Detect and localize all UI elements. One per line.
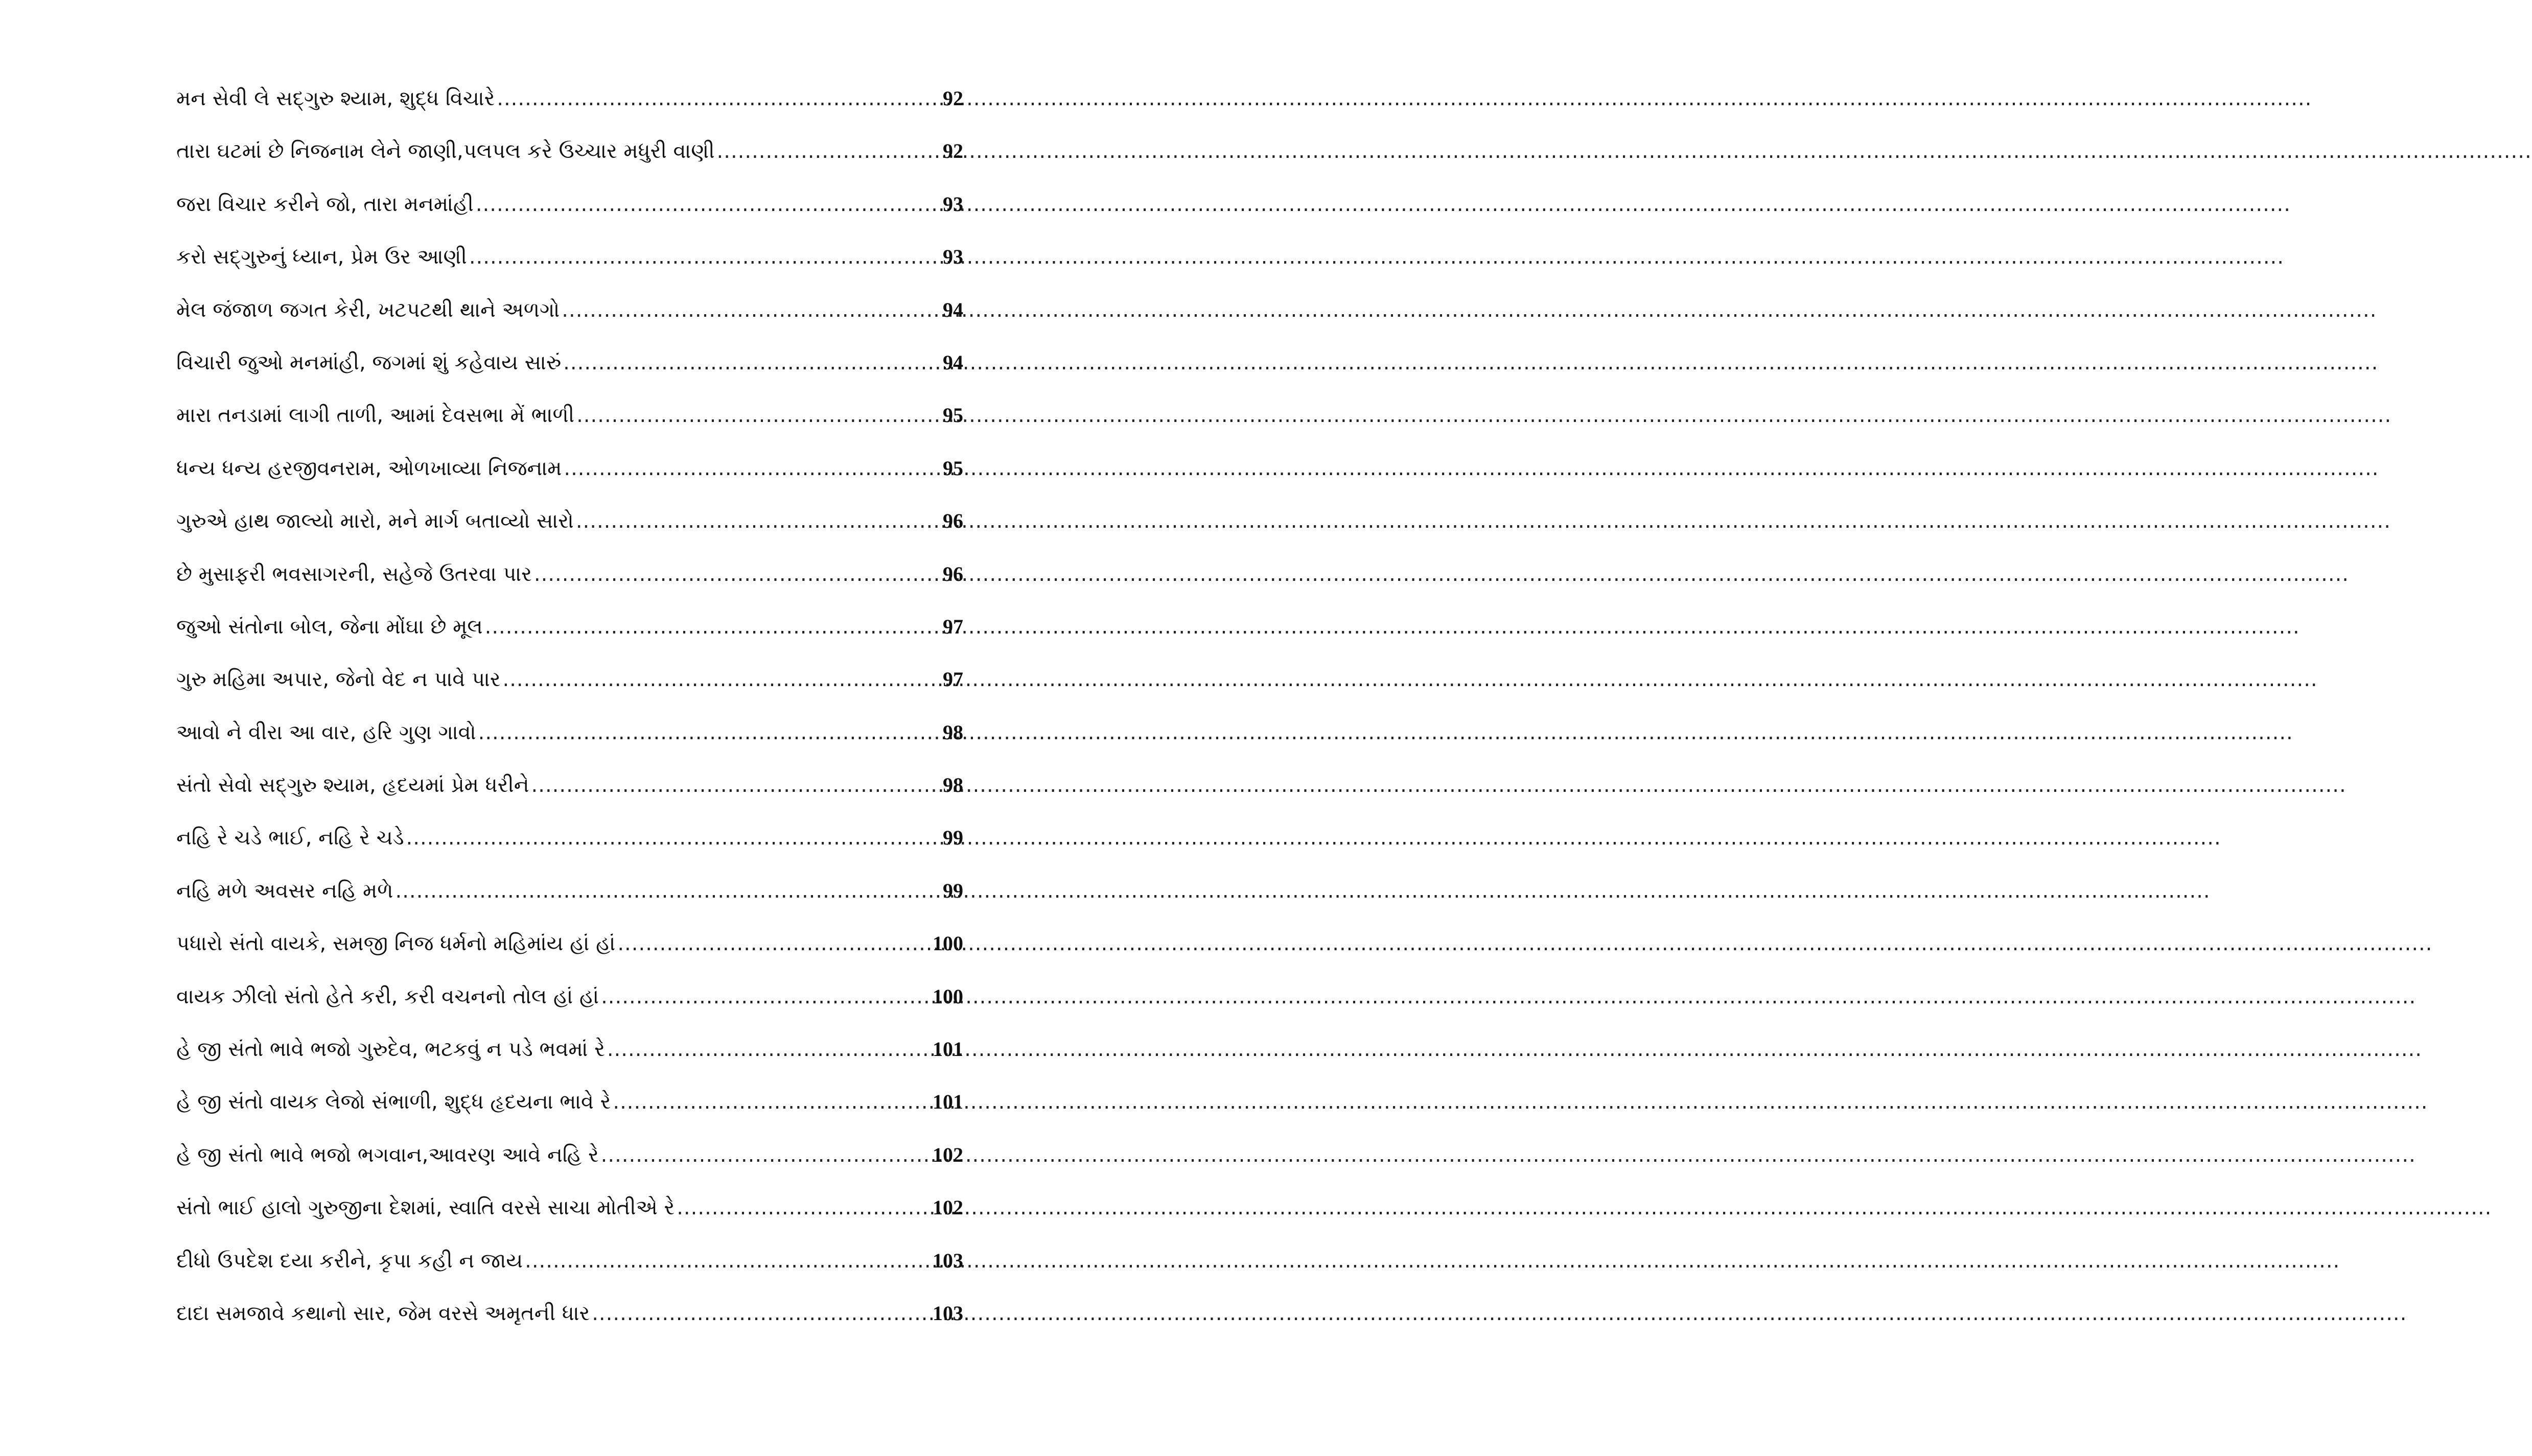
toc-dot-leader xyxy=(601,982,931,1011)
toc-entry-title: હે જી સંતો ભાવે ભજો ગુરુદેવ, ભટકવું ન પડે ભવમાં રે xyxy=(176,1038,605,1062)
toc-entry xyxy=(176,929,963,982)
toc-entry-title: ધન્ય ધન્ય હરજીવનરામ, ઓળખાવ્યા નિજનામ xyxy=(176,456,562,480)
toc-entry-page-number: 96 xyxy=(943,509,963,533)
toc-entry-title: કરો સદ્‌ગુરુનું ધ્યાન, પ્રેમ ઉર આણી xyxy=(176,245,467,269)
toc-dot-leader xyxy=(607,1035,931,1064)
toc-dot-leader xyxy=(601,1141,931,1169)
toc-dot-leader xyxy=(525,1247,931,1275)
toc-entry-page-number: 95 xyxy=(943,456,963,480)
toc-dot-leader xyxy=(576,401,941,430)
toc-entry-title: મન સેવી લે સદ્‌ગુરુ શ્યામ, શુદ્ધ વિચારે xyxy=(176,87,495,110)
toc-entry-page-number: 99 xyxy=(943,879,963,902)
toc-entry-page-number: 99 xyxy=(943,826,963,850)
toc-entry xyxy=(176,507,963,559)
toc-entry-title: જરા વિચાર કરીને જો, તારા મનમાંહી xyxy=(176,192,474,216)
toc-entry xyxy=(176,190,963,243)
toc-entry xyxy=(176,1299,963,1352)
toc-entry-title: પધારો સંતો વાયકે, સમજી નિજ ધર્મનો મહિમાંય હાં હાં xyxy=(176,932,616,956)
toc-entry-page-number: 94 xyxy=(943,298,963,321)
toc-entry-title: સંતો ભાઈ હાલો ગુરુજીના દેશમાં, સ્વાતિ વરસે સાચા મોતીએ રે xyxy=(176,1196,675,1220)
toc-entry xyxy=(176,401,963,454)
table-of-contents xyxy=(176,84,963,1352)
toc-dot-leader xyxy=(396,877,941,905)
toc-dot-leader xyxy=(592,1299,931,1328)
toc-dot-leader xyxy=(502,665,941,694)
toc-entry-page-number: 97 xyxy=(943,668,963,691)
toc-entry-page-number: 96 xyxy=(943,562,963,585)
toc-entry xyxy=(176,1035,963,1088)
toc-entry-page-number: 102 xyxy=(933,1143,963,1166)
toc-entry-page-number: 98 xyxy=(943,720,963,744)
toc-entry-title: વિચારી જુઓ મનમાંહી, જગમાં શું કહેવાય સારું xyxy=(176,350,562,374)
toc-entry-title: મેલ જંજાળ જગત કેરી, ખટપટથી થાને અળગો xyxy=(176,298,560,322)
toc-entry xyxy=(176,1247,963,1299)
toc-entry-title: તારા ઘટમાં છે નિજનામ લેને જાણી,પલપલ કરે ઉચ્ચાર મધુરી વાણી xyxy=(176,139,715,163)
toc-entry-page-number: 98 xyxy=(943,773,963,797)
toc-entry xyxy=(176,348,963,401)
toc-dot-leader xyxy=(677,1193,931,1222)
toc-entry-title: વાયક ઝીલો સંતો હેતે કરી, કરી વચનનો તોલ હાં હાં xyxy=(176,984,599,1008)
toc-entry-page-number: 100 xyxy=(933,984,963,1008)
toc-entry-page-number: 101 xyxy=(933,1038,963,1061)
toc-entry xyxy=(176,1088,963,1140)
toc-entry xyxy=(176,137,963,190)
toc-entry-page-number: 92 xyxy=(943,139,963,163)
toc-entry-title: દીધો ઉપદેશ દયા કરીને, કૃપા કહી ન જાય xyxy=(176,1249,523,1273)
toc-dot-leader xyxy=(563,348,941,377)
toc-entry xyxy=(176,454,963,507)
toc-dot-leader xyxy=(478,718,941,747)
toc-dot-leader xyxy=(717,137,941,166)
toc-entry xyxy=(176,613,963,665)
toc-entry-page-number: 103 xyxy=(933,1301,963,1325)
toc-dot-leader xyxy=(576,507,941,535)
toc-entry xyxy=(176,718,963,771)
toc-entry-title: નહિ રે ચડે ભાઈ, નહિ રે ચડે xyxy=(176,826,404,850)
toc-entry-title: નહિ મળે અવસર નહિ મળે xyxy=(176,879,393,903)
toc-entry-page-number: 93 xyxy=(943,192,963,216)
toc-entry xyxy=(176,877,963,929)
toc-entry-title: સંતો સેવો સદ્‌ગુરુ શ્યામ, હૃદયમાં પ્રેમ ધરીને xyxy=(176,773,529,797)
toc-dot-leader xyxy=(497,84,941,113)
toc-dot-leader xyxy=(485,613,941,641)
toc-dot-leader xyxy=(476,190,941,219)
toc-entry-title: હે જી સંતો વાયક લેજો સંભાળી, શુદ્ધ હૃદયના ભાવે રે xyxy=(176,1090,611,1114)
toc-entry xyxy=(176,771,963,824)
toc-entry-title: દાદા સમજાવે કથાનો સાર, જેમ વરસે અમૃતની ધાર xyxy=(176,1301,590,1325)
toc-entry-page-number: 102 xyxy=(933,1196,963,1219)
toc-entry-page-number: 100 xyxy=(933,932,963,955)
document-page xyxy=(0,0,1035,1456)
toc-entry-title: આવો ને વીરા આ વાર, હરિ ગુણ ગાવો xyxy=(176,720,476,744)
toc-entry xyxy=(176,243,963,295)
toc-dot-leader xyxy=(531,771,941,800)
toc-entry xyxy=(176,1141,963,1193)
toc-dot-leader xyxy=(406,824,941,852)
toc-entry-page-number: 103 xyxy=(933,1249,963,1272)
toc-entry xyxy=(176,665,963,718)
toc-dot-leader xyxy=(469,243,941,271)
toc-entry-page-number: 97 xyxy=(943,615,963,638)
toc-entry xyxy=(176,560,963,613)
toc-entry xyxy=(176,824,963,876)
toc-dot-leader xyxy=(562,296,941,324)
toc-dot-leader xyxy=(534,560,941,589)
toc-entry xyxy=(176,982,963,1035)
toc-dot-leader xyxy=(613,1088,931,1116)
toc-entry-title: જુઓ સંતોના બોલ, જેના મોંઘા છે મૂલ xyxy=(176,615,483,639)
toc-entry-title: છે મુસાફરી ભવસાગરની, સહેજે ઉતરવા પાર xyxy=(176,562,532,586)
toc-entry-page-number: 101 xyxy=(933,1090,963,1114)
toc-entry xyxy=(176,84,963,137)
toc-dot-leader xyxy=(617,929,931,958)
toc-entry-page-number: 94 xyxy=(943,350,963,374)
toc-entry-page-number: 93 xyxy=(943,245,963,269)
toc-entry xyxy=(176,1193,963,1246)
toc-entry xyxy=(176,296,963,348)
toc-entry-title: ગુરુ મહિમા અપાર, જેનો વેદ ન પાવે પાર xyxy=(176,668,501,692)
toc-entry-title: ગુરુએ હાથ જાલ્યો મારો, મને માર્ગ બતાવ્યો સારો xyxy=(176,509,574,533)
toc-entry-title: મારા તનડામાં લાગી તાળી, આમાં દેવસભા મેં ભાળી xyxy=(176,404,575,428)
toc-dot-leader xyxy=(564,454,941,483)
toc-entry-title: હે જી સંતો ભાવે ભજો ભગવાન,આવરણ આવે નહિ રે xyxy=(176,1143,599,1167)
toc-entry-page-number: 95 xyxy=(943,404,963,427)
toc-entry-page-number: 92 xyxy=(943,87,963,110)
